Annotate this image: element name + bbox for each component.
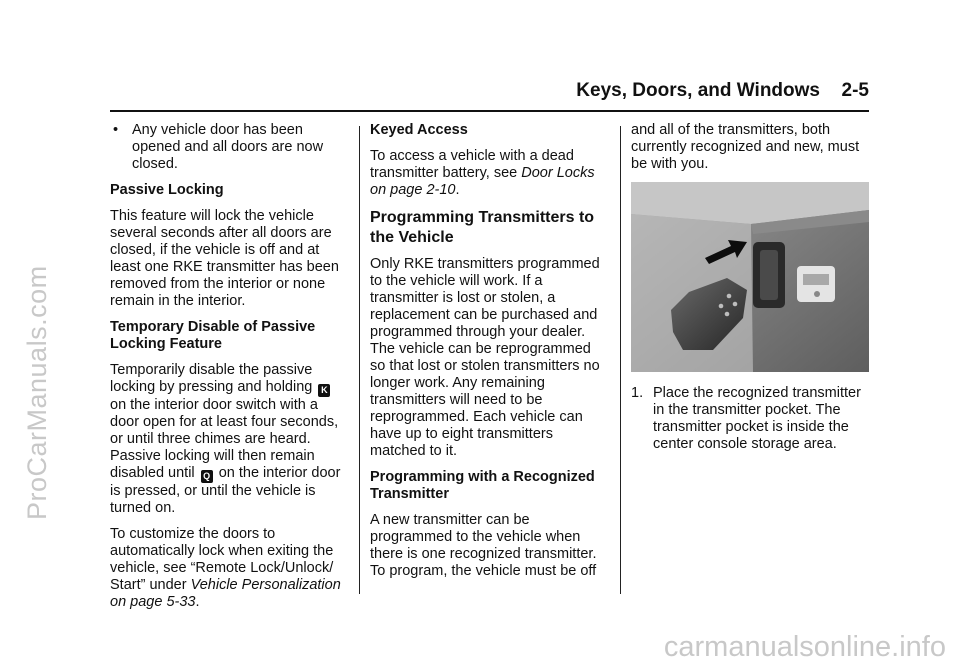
- customize-text-2: .: [195, 594, 200, 610]
- column-1: [110, 122, 348, 620]
- passive-locking-heading: Passive Locking: [110, 182, 224, 198]
- customize-text-1: To customize the doors to automatically lock when exiting the vehicle, see “Remote Lock/Unlock/ Start” under: [110, 526, 334, 593]
- transmitter-pocket-photo: [631, 182, 869, 372]
- programming-section-heading: Programming Transmitters to the Vehicle: [370, 209, 595, 246]
- page-header-title: Keys, Doors, and Windows: [576, 80, 820, 101]
- bullet-item: [110, 122, 348, 173]
- header-rule: [110, 110, 869, 112]
- keyed-access-heading: Keyed Access: [370, 122, 468, 138]
- temporary-disable-heading: Temporary Disable of Passive Locking Feature: [110, 319, 316, 352]
- unlock-button-icon: K: [318, 384, 330, 397]
- vehicle-personalization-link[interactable]: Vehicle Personalization on page 5-33: [110, 577, 341, 610]
- temporary-disable-text-2: on the interior door switch with a door open for at least four seconds, or until three chimes are heard. Passive locking will then remain disabled until: [110, 397, 339, 481]
- temporary-disable-text-3: on the interior door is pressed, or until the vehicle is turned on.: [110, 465, 341, 516]
- keyed-access-text-1: To access a vehicle with a dead transmitter battery, see: [370, 148, 574, 181]
- continued-body: and all of the transmitters, both currently recognized and new, must be with you.: [631, 122, 860, 172]
- step-1: [631, 385, 869, 453]
- programming-section-body: Only RKE transmitters programmed to the vehicle will work. If a transmitter is lost or stolen, a replacement can be purchased and programmed through your dealer. The vehicle can be reprogrammed so that lost or stolen transmitters no longer work. Any remaining transmitters will need to be reprogrammed. Each vehicle can have up to eight transmitters matched to it.: [370, 256, 600, 459]
- column-divider-2: [620, 126, 621, 594]
- column-divider-1: [359, 126, 360, 594]
- step-text: Place the recognized transmitter in the transmitter pocket. The transmitter pocket is inside the center console storage area.: [653, 385, 861, 452]
- side-watermark: ProCarManuals.com: [22, 265, 52, 520]
- recognized-transmitter-body: A new transmitter can be programmed to the vehicle when there is one recognized transmitter. To program, the vehicle must be off: [370, 512, 597, 579]
- keyed-access-text-2: .: [455, 182, 460, 198]
- temporary-disable-body: [110, 362, 348, 517]
- customize-body: [110, 526, 348, 611]
- recognized-transmitter-heading: Programming with a Recognized Transmitter: [370, 469, 595, 502]
- door-locks-link[interactable]: Door Locks on page 2-10: [370, 165, 595, 198]
- temporary-disable-text-1: Temporarily disable the passive locking by pressing and holding: [110, 362, 317, 395]
- step-number: 1.: [631, 385, 644, 401]
- bullet-text: Any vehicle door has been opened and all doors are now closed.: [132, 122, 324, 172]
- lock-button-icon: Q: [201, 470, 213, 483]
- column-3: [631, 122, 869, 462]
- bottom-watermark: carmanualsonline.info: [663, 631, 946, 663]
- keyed-access-body: [370, 148, 608, 199]
- bullet-dot-icon: •: [113, 122, 119, 138]
- passive-locking-body: This feature will lock the vehicle several seconds after all doors are closed, if the vehicle is off and at least one RKE transmitter has been removed from the interior or none remain in the interior.: [110, 208, 339, 309]
- column-2: [370, 122, 608, 589]
- page-number: 2-5: [841, 80, 869, 101]
